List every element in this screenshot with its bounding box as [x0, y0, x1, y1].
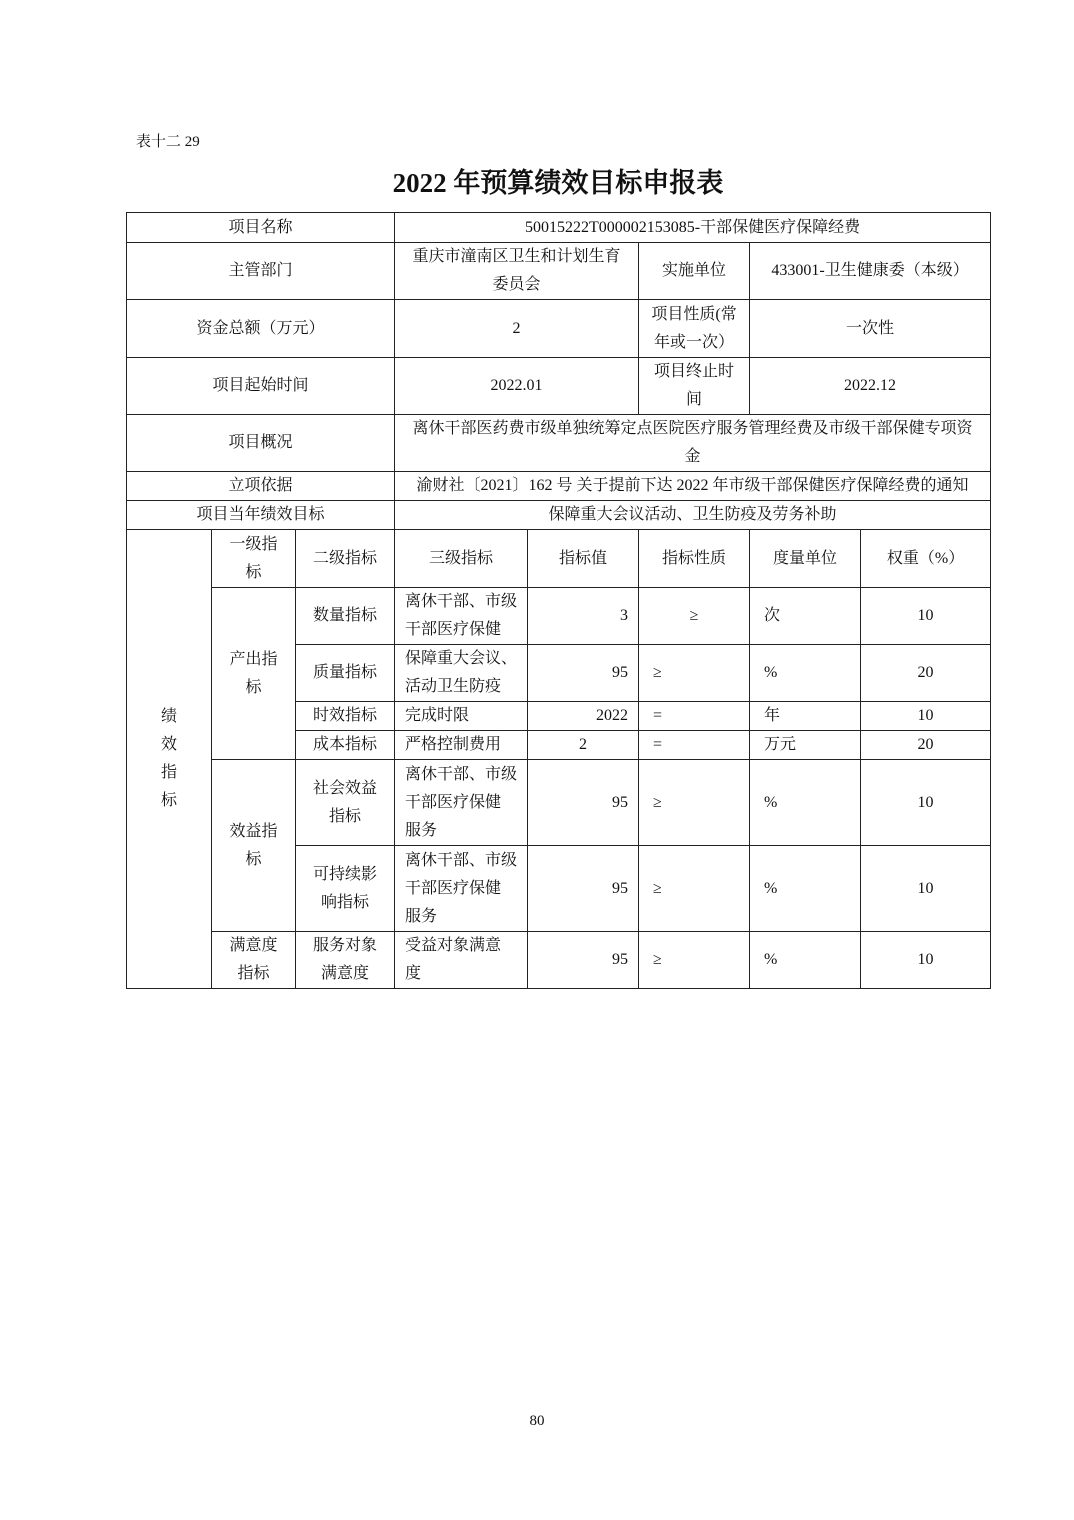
basis-value: 渝财社〔2021〕162 号 关于提前下达 2022 年市级干部保健医疗保障经费的通知: [395, 472, 991, 501]
indicator-nature-cell: ≥: [639, 760, 750, 846]
weight-cell: 10: [861, 932, 991, 989]
level3-cell: 离休干部、市级 干部医疗保健 服务: [395, 846, 528, 932]
indicator-row: [127, 588, 991, 645]
project-name-label: 项目名称: [127, 213, 395, 243]
budget-performance-table: [126, 212, 991, 989]
header-weight: 权重（%）: [861, 530, 991, 588]
unit-cell: %: [750, 760, 861, 846]
level3-cell: 严格控制费用: [395, 731, 528, 760]
indicator-row: [127, 932, 991, 989]
weight-cell: 10: [861, 702, 991, 731]
level2-cell: 数量指标: [296, 588, 395, 645]
page-title: 2022 年预算绩效目标申报表: [392, 168, 724, 198]
level2-cell: 可持续影 响指标: [296, 846, 395, 932]
weight-cell: 20: [861, 645, 991, 702]
row-fund: [127, 300, 991, 358]
unit-cell: %: [750, 645, 861, 702]
level2-cell: 成本指标: [296, 731, 395, 760]
overview-label: 项目概况: [127, 415, 395, 472]
start-time-value: 2022.01: [395, 358, 639, 415]
indicator-value-cell: 3: [528, 588, 639, 645]
indicator-header-row: [127, 530, 991, 588]
level2-cell: 服务对象 满意度: [296, 932, 395, 989]
level3-cell: 离休干部、市级 干部医疗保健: [395, 588, 528, 645]
department-value: 重庆市潼南区卫生和计划生育 委员会: [395, 243, 639, 300]
performance-indicator-section-label: 绩 效 指 标: [127, 530, 212, 989]
level3-cell: 完成时限: [395, 702, 528, 731]
level2-cell: 时效指标: [296, 702, 395, 731]
row-project-name: [127, 213, 991, 243]
unit-cell: 年: [750, 702, 861, 731]
level1-cell: 产出指 标: [212, 588, 296, 760]
indicator-value-cell: 95: [528, 932, 639, 989]
level3-cell: 受益对象满意 度: [395, 932, 528, 989]
level2-cell: 质量指标: [296, 645, 395, 702]
end-time-label: 项目终止时 间: [639, 358, 750, 415]
indicator-nature-cell: =: [639, 731, 750, 760]
page-number: 80: [529, 1413, 545, 1429]
fund-value: 2: [395, 300, 639, 358]
level2-cell: 社会效益 指标: [296, 760, 395, 846]
indicator-nature-cell: ≥: [639, 645, 750, 702]
level1-cell: 效益指 标: [212, 760, 296, 932]
weight-cell: 10: [861, 846, 991, 932]
indicator-nature-cell: ≥: [639, 846, 750, 932]
row-annual-goal: [127, 501, 991, 530]
project-nature-label: 项目性质(常 年或一次）: [639, 300, 750, 358]
end-time-value: 2022.12: [750, 358, 991, 415]
unit-cell: 万元: [750, 731, 861, 760]
project-name-value: 50015222T000002153085-干部保健医疗保障经费: [395, 213, 991, 243]
level3-cell: 离休干部、市级 干部医疗保健 服务: [395, 760, 528, 846]
header-level2: 二级指标: [296, 530, 395, 588]
indicator-row: [127, 760, 991, 846]
annual-goal-value: 保障重大会议活动、卫生防疫及劳务补助: [395, 501, 991, 530]
weight-cell: 20: [861, 731, 991, 760]
indicator-value-cell: 2022: [528, 702, 639, 731]
header-value: 指标值: [528, 530, 639, 588]
department-label: 主管部门: [127, 243, 395, 300]
row-department: [127, 243, 991, 300]
row-basis: [127, 472, 991, 501]
annual-goal-label: 项目当年绩效目标: [127, 501, 395, 530]
indicator-value-cell: 95: [528, 645, 639, 702]
project-nature-value: 一次性: [750, 300, 991, 358]
header-nature: 指标性质: [639, 530, 750, 588]
row-overview: [127, 415, 991, 472]
start-time-label: 项目起始时间: [127, 358, 395, 415]
fund-label: 资金总额（万元）: [127, 300, 395, 358]
level3-cell: 保障重大会议、 活动卫生防疫: [395, 645, 528, 702]
header-unit: 度量单位: [750, 530, 861, 588]
overview-value: 离休干部医药费市级单独统筹定点医院医疗服务管理经费及市级干部保健专项资 金: [395, 415, 991, 472]
header-level3: 三级指标: [395, 530, 528, 588]
indicator-nature-cell: ≥: [639, 932, 750, 989]
unit-cell: %: [750, 932, 861, 989]
indicator-value-cell: 95: [528, 846, 639, 932]
unit-cell: %: [750, 846, 861, 932]
indicator-nature-cell: =: [639, 702, 750, 731]
weight-cell: 10: [861, 588, 991, 645]
implementing-unit-label: 实施单位: [639, 243, 750, 300]
row-period: [127, 358, 991, 415]
indicator-value-cell: 2: [528, 731, 639, 760]
header-level1: 一级指 标: [212, 530, 296, 588]
unit-cell: 次: [750, 588, 861, 645]
implementing-unit-value: 433001-卫生健康委（本级）: [750, 243, 991, 300]
level1-cell: 满意度 指标: [212, 932, 296, 989]
form-label: 表十二 29: [136, 134, 200, 150]
indicator-value-cell: 95: [528, 760, 639, 846]
basis-label: 立项依据: [127, 472, 395, 501]
indicator-nature-cell: ≥: [639, 588, 750, 645]
weight-cell: 10: [861, 760, 991, 846]
